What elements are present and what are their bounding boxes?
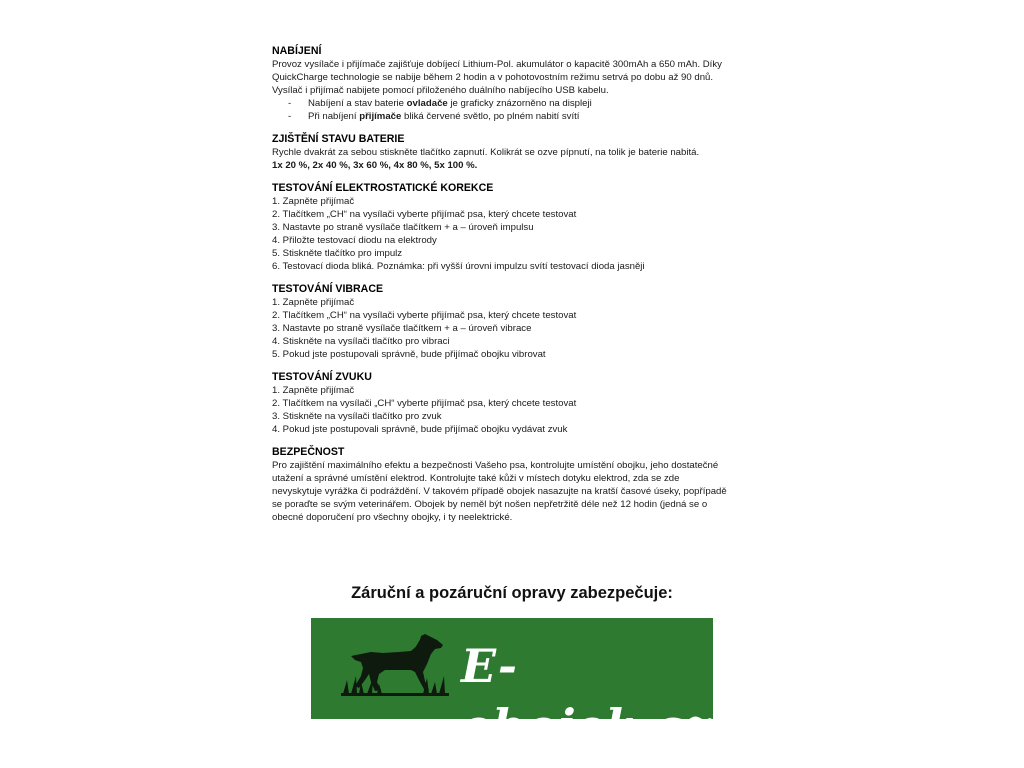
bullet-text: bliká červené světlo, po plném nabití svítí [401,111,580,122]
step-line: 6. Testovací dioda bliká. Poznámka: při vyšší úrovni impulzu svítí testovací dioda jasněji [272,261,645,272]
section-charging [272,44,772,123]
paragraph-line: Rychle dvakrát za sebou stiskněte tlačítko zapnutí. Kolikrát se ozve pípnutí, na tolik je baterie nabitá. [272,147,700,158]
bullet-dash: - [288,111,292,122]
bullet-text: Při nabíjení [308,111,360,122]
step-line: 4. Pokud jste postupovali správně, bude přijímač obojku vydávat zvuk [272,424,568,435]
step-line: 3. Nastavte po straně vysílače tlačítkem + a – úroveň vibrace [272,323,532,334]
section-vibration-test [272,282,772,361]
section-heading: BEZPEČNOST [272,446,345,458]
section-heading: NABÍJENÍ [272,45,322,57]
battery-levels: 1x 20 %, 2x 40 %, 3x 60 %, 4x 80 %, 5x 100 %. [272,160,478,171]
bullet-text: Nabíjení a stav baterie [308,98,407,109]
paragraph-line: se poraďte se svým veterinářem. Obojek by neměl být nošen nepřetržitě déle než 12 hodin (jedná se o [272,499,708,510]
step-line: 5. Pokud jste postupovali správně, bude přijímač obojku vibrovat [272,349,546,360]
bullet-item [272,110,772,123]
brand-banner[interactable] [311,618,713,753]
bullet-item [272,97,772,110]
step-line: 3. Nastavte po straně vysílače tlačítkem + a – úroveň impulsu [272,222,534,233]
bullet-list [272,97,772,123]
step-line: 2. Tlačítkem „CH“ na vysílači vyberte přijímač psa, který chcete testovat [272,310,577,321]
document-body [272,44,772,533]
step-line: 4. Přiložte testovací diodu na elektrody [272,235,437,246]
paragraph-line: Provoz vysílače i přijímače zajišťuje dobíjecí Lithium-Pol. akumulátor o kapacitě 300mAh a 650 mAh. Díky [272,59,722,70]
paragraph-line: nevyskytuje vyrážka či podráždění. V takovém případě obojek nasazujte na kratší časové úseky, popřípadě [272,486,727,497]
section-heading: TESTOVÁNÍ ZVUKU [272,371,372,383]
step-line: 1. Zapněte přijímač [272,297,355,308]
paragraph-line: Pro zajištění maximálního efektu a bezpečnosti Vašeho psa, kontrolujte umístění obojku, jeho dostatečné [272,460,719,471]
bullet-bold-text: přijímače [359,111,402,122]
section-safety [272,445,772,524]
step-line: 5. Stiskněte tlačítko pro impulz [272,248,403,259]
paragraph-line: QuickCharge technologie se nabije během 2 hodin a v pohotovostním režimu setrvá po dobu až 90 dnů. [272,72,714,83]
step-line: 3. Stiskněte na vysílači tlačítko pro zvuk [272,411,442,422]
section-static-test [272,181,772,273]
section-heading: TESTOVÁNÍ VIBRACE [272,283,384,295]
bullet-dash: - [288,98,292,109]
warranty-title: Záruční a pozáruční opravy zabezpečuje: [351,584,673,602]
bullet-text: je graficky znázorněno na displeji [447,98,592,109]
step-line: 1. Zapněte přijímač [272,385,355,396]
bullet-bold-text: ovladače [406,98,448,109]
step-line: 4. Stiskněte na vysílači tlačítko pro vibraci [272,336,450,347]
section-battery [272,132,772,172]
step-line: 2. Tlačítkem na vysílači „CH“ vyberte přijímač psa, který chcete testovat [272,398,577,409]
paragraph-line: utažení a správné umístění elektrod. Kontrolujte také kůži v místech dotyku elektrod, zda se zde [272,473,680,484]
paragraph-line: obecné doporučení pro všechny obojky, i ty neelektrické. [272,512,513,523]
section-sound-test [272,370,772,436]
section-heading: TESTOVÁNÍ ELEKTROSTATICKÉ KOREKCE [272,182,494,194]
step-line: 1. Zapněte přijímač [272,196,355,207]
paragraph-line: Vysílač i přijímač nabijete pomocí přiloženého duálního nabíjecího USB kabelu. [272,85,609,96]
brand-name: E-obojek.cz [461,639,712,753]
section-heading: ZJIŠTĚNÍ STAVU BATERIE [272,133,405,145]
step-line: 2. Tlačítkem „CH“ na vysílači vyberte přijímač psa, který chcete testovat [272,209,577,220]
